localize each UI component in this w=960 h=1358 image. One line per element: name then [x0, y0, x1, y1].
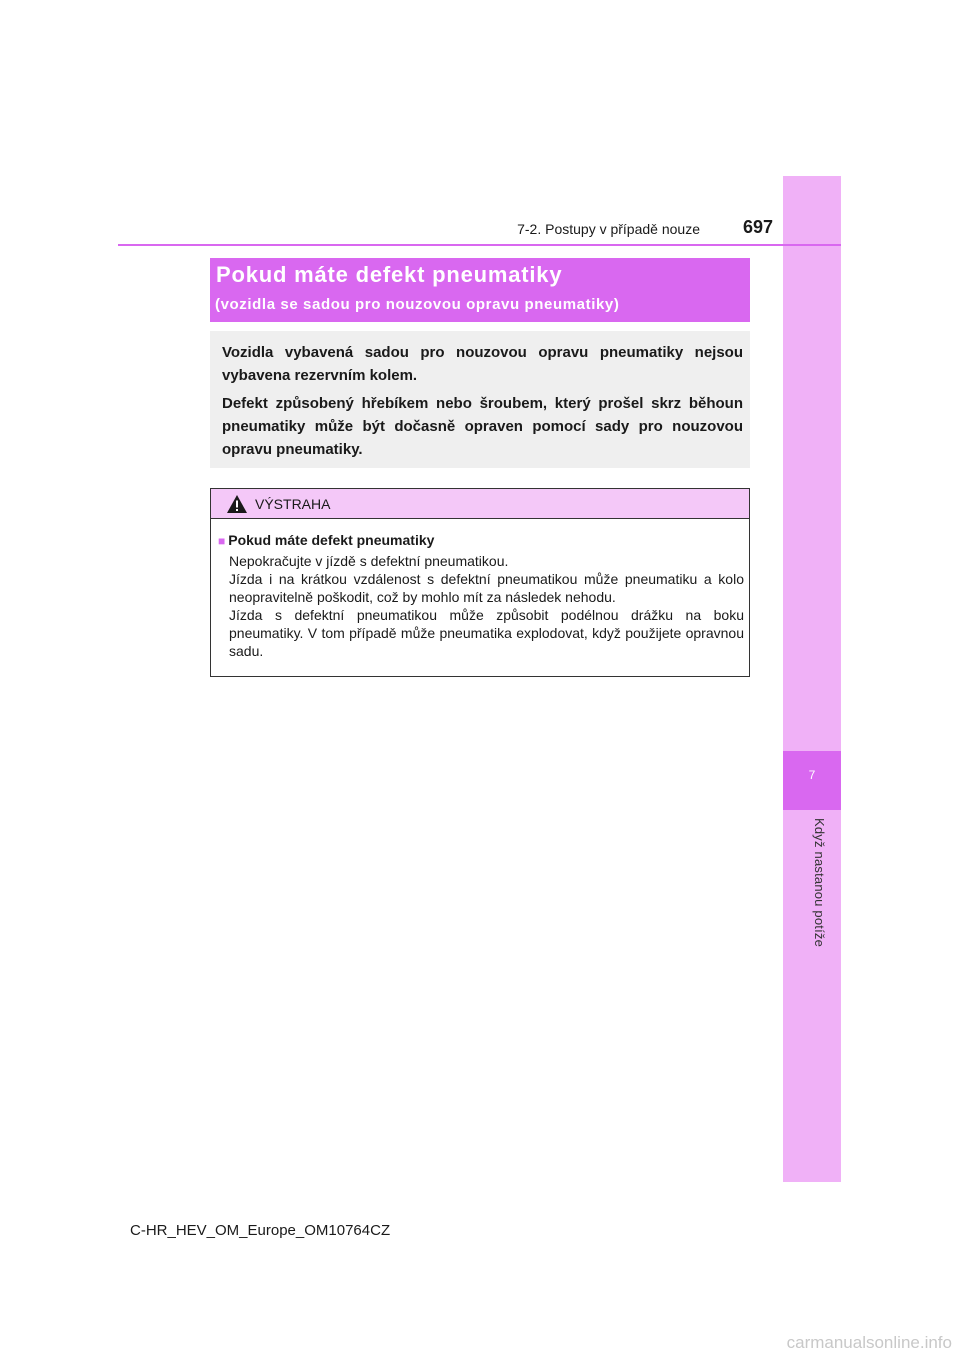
- chapter-number: 7: [808, 768, 816, 782]
- warning-paragraph: Jízda s defektní pneumatikou může způsobit podélnou drážku na boku pneumatiky. V tom případě může pneumatika explodovat, když použijete opravnou sadu.: [229, 607, 744, 659]
- intro-paragraph: Vozidla vybavená sadou pro nouzovou opravu pneumatiky nejsou vybavena rezervním kolem.: [222, 344, 743, 384]
- warning-body: [218, 531, 744, 660]
- warning-triangle-icon: [226, 494, 248, 514]
- intro-text: [222, 341, 743, 466]
- watermark: carmanualsonline.info: [786, 1333, 952, 1352]
- square-bullet-icon: ■: [218, 534, 226, 548]
- page-number: 697: [742, 217, 773, 237]
- section-label: 7-2. Postupy v případě nouze: [517, 221, 700, 237]
- document-id: C-HR_HEV_OM_Europe_OM10764CZ: [130, 1222, 391, 1239]
- warning-subheading: Pokud máte defekt pneumatiky: [228, 532, 435, 548]
- warning-subheading-row: [218, 531, 744, 550]
- intro-box: [210, 331, 750, 468]
- warning-title: VÝSTRAHA: [255, 496, 331, 512]
- header-rule: [118, 244, 841, 246]
- warning-header: [211, 489, 749, 519]
- page-subtitle: (vozidla se sadou pro nouzovou opravu pneumatiky): [215, 296, 620, 313]
- title-banner: [210, 258, 750, 322]
- intro-paragraph: Defekt způsobený hřebíkem nebo šroubem, který prošel skrz běhoun pneumatiky může být dočasně opraven pomocí sady pro nouzovou opravu pneumatiky.: [222, 395, 743, 458]
- chapter-title: Když nastanou potíže: [812, 818, 827, 948]
- warning-paragraph: Nepokračujte v jízdě s defektní pneumatikou.: [229, 553, 509, 569]
- page-title: Pokud máte defekt pneumatiky: [216, 262, 563, 287]
- side-tab: [783, 176, 841, 1182]
- warning-box: [210, 488, 750, 677]
- warning-paragraph: Jízda i na krátkou vzdálenost s defektní pneumatikou může pneumatiku a kolo neopravitelně poškodit, což by mohlo mít za následek nehodu.: [229, 571, 744, 605]
